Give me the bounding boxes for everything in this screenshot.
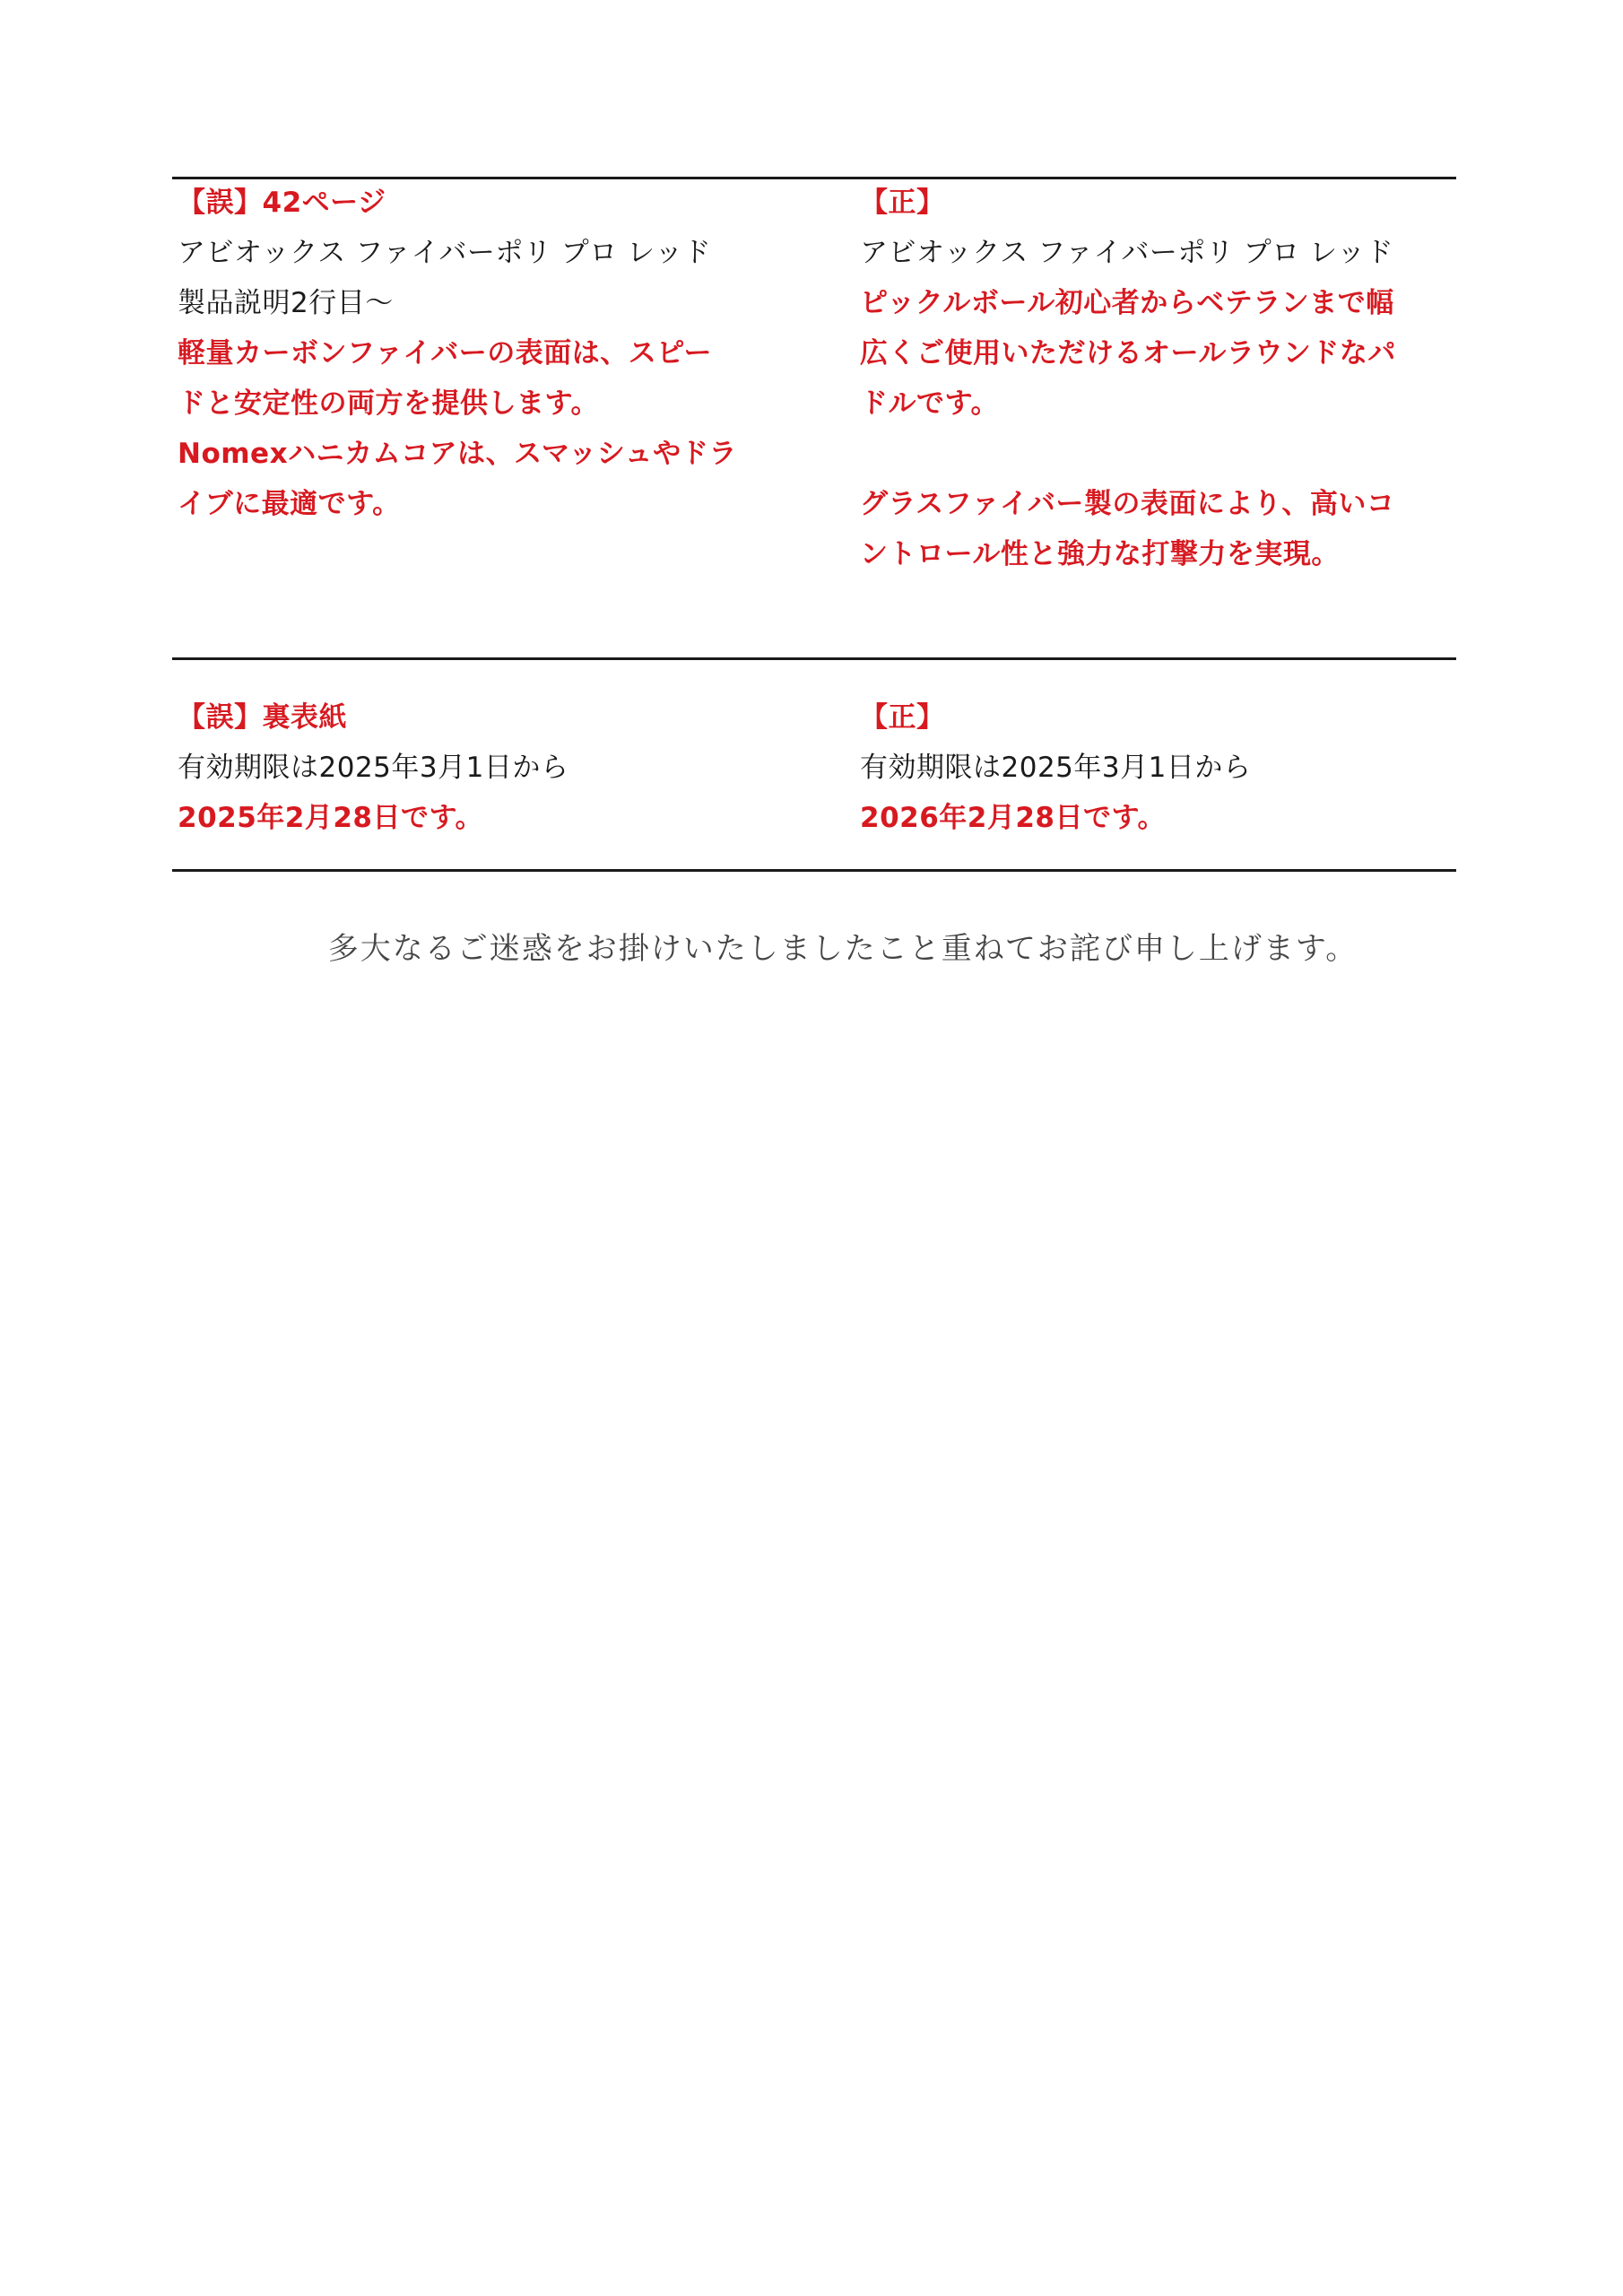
correct-heading: 【正】	[860, 701, 945, 734]
wrong-heading: 【誤】42ページ	[178, 187, 386, 219]
wrong-column	[178, 178, 769, 529]
divider-bottom	[172, 869, 1456, 872]
wrong-text-line: 軽量カーボンファイバーの表面は、スピー	[178, 337, 713, 370]
errata-entry-1	[172, 178, 1456, 657]
correct-text-line: ピックルボール初心者からベテランまで幅	[860, 287, 1394, 319]
correct-text-line: 2026年2月28日です。	[860, 802, 1167, 834]
closing-apology: 多大なるご迷惑をお掛けいたしましたこと重ねてお詫び申し上げます。	[327, 931, 1358, 967]
wrong-text-line: 2025年2月28日です。	[178, 802, 484, 834]
wrong-text-line: Nomexハニカムコアは、スマッシュやドラ	[178, 438, 737, 470]
correct-text-line: グラスファイバー製の表面により、高いコ	[860, 488, 1395, 520]
wrong-text-line: ドと安定性の両方を提供します。	[178, 387, 600, 420]
paragraph-gap	[860, 429, 1452, 479]
correct-column	[860, 692, 1452, 843]
validity-period: 有効期限は2025年3月1日から	[860, 752, 1252, 784]
product-name: アビオックス ファイバーポリ プロ レッド	[178, 237, 712, 269]
correct-heading: 【正】	[860, 187, 945, 219]
wrong-column	[178, 692, 769, 843]
wrong-heading: 【誤】裏表紙	[178, 701, 347, 734]
location-note: 製品説明2行目〜	[178, 287, 394, 319]
product-name: アビオックス ファイバーポリ プロ レッド	[860, 237, 1394, 269]
correct-text-line: 広くご使用いただけるオールラウンドなパ	[860, 337, 1396, 370]
divider-middle	[172, 657, 1456, 660]
validity-period: 有効期限は2025年3月1日から	[178, 752, 569, 784]
correct-text-line: ドルです。	[860, 387, 1000, 420]
correct-text-line: ントロール性と強力な打撃力を実現。	[860, 538, 1340, 570]
errata-entry-2	[172, 692, 1456, 863]
correct-column	[860, 178, 1452, 579]
wrong-text-line: イブに最適です。	[178, 488, 401, 520]
